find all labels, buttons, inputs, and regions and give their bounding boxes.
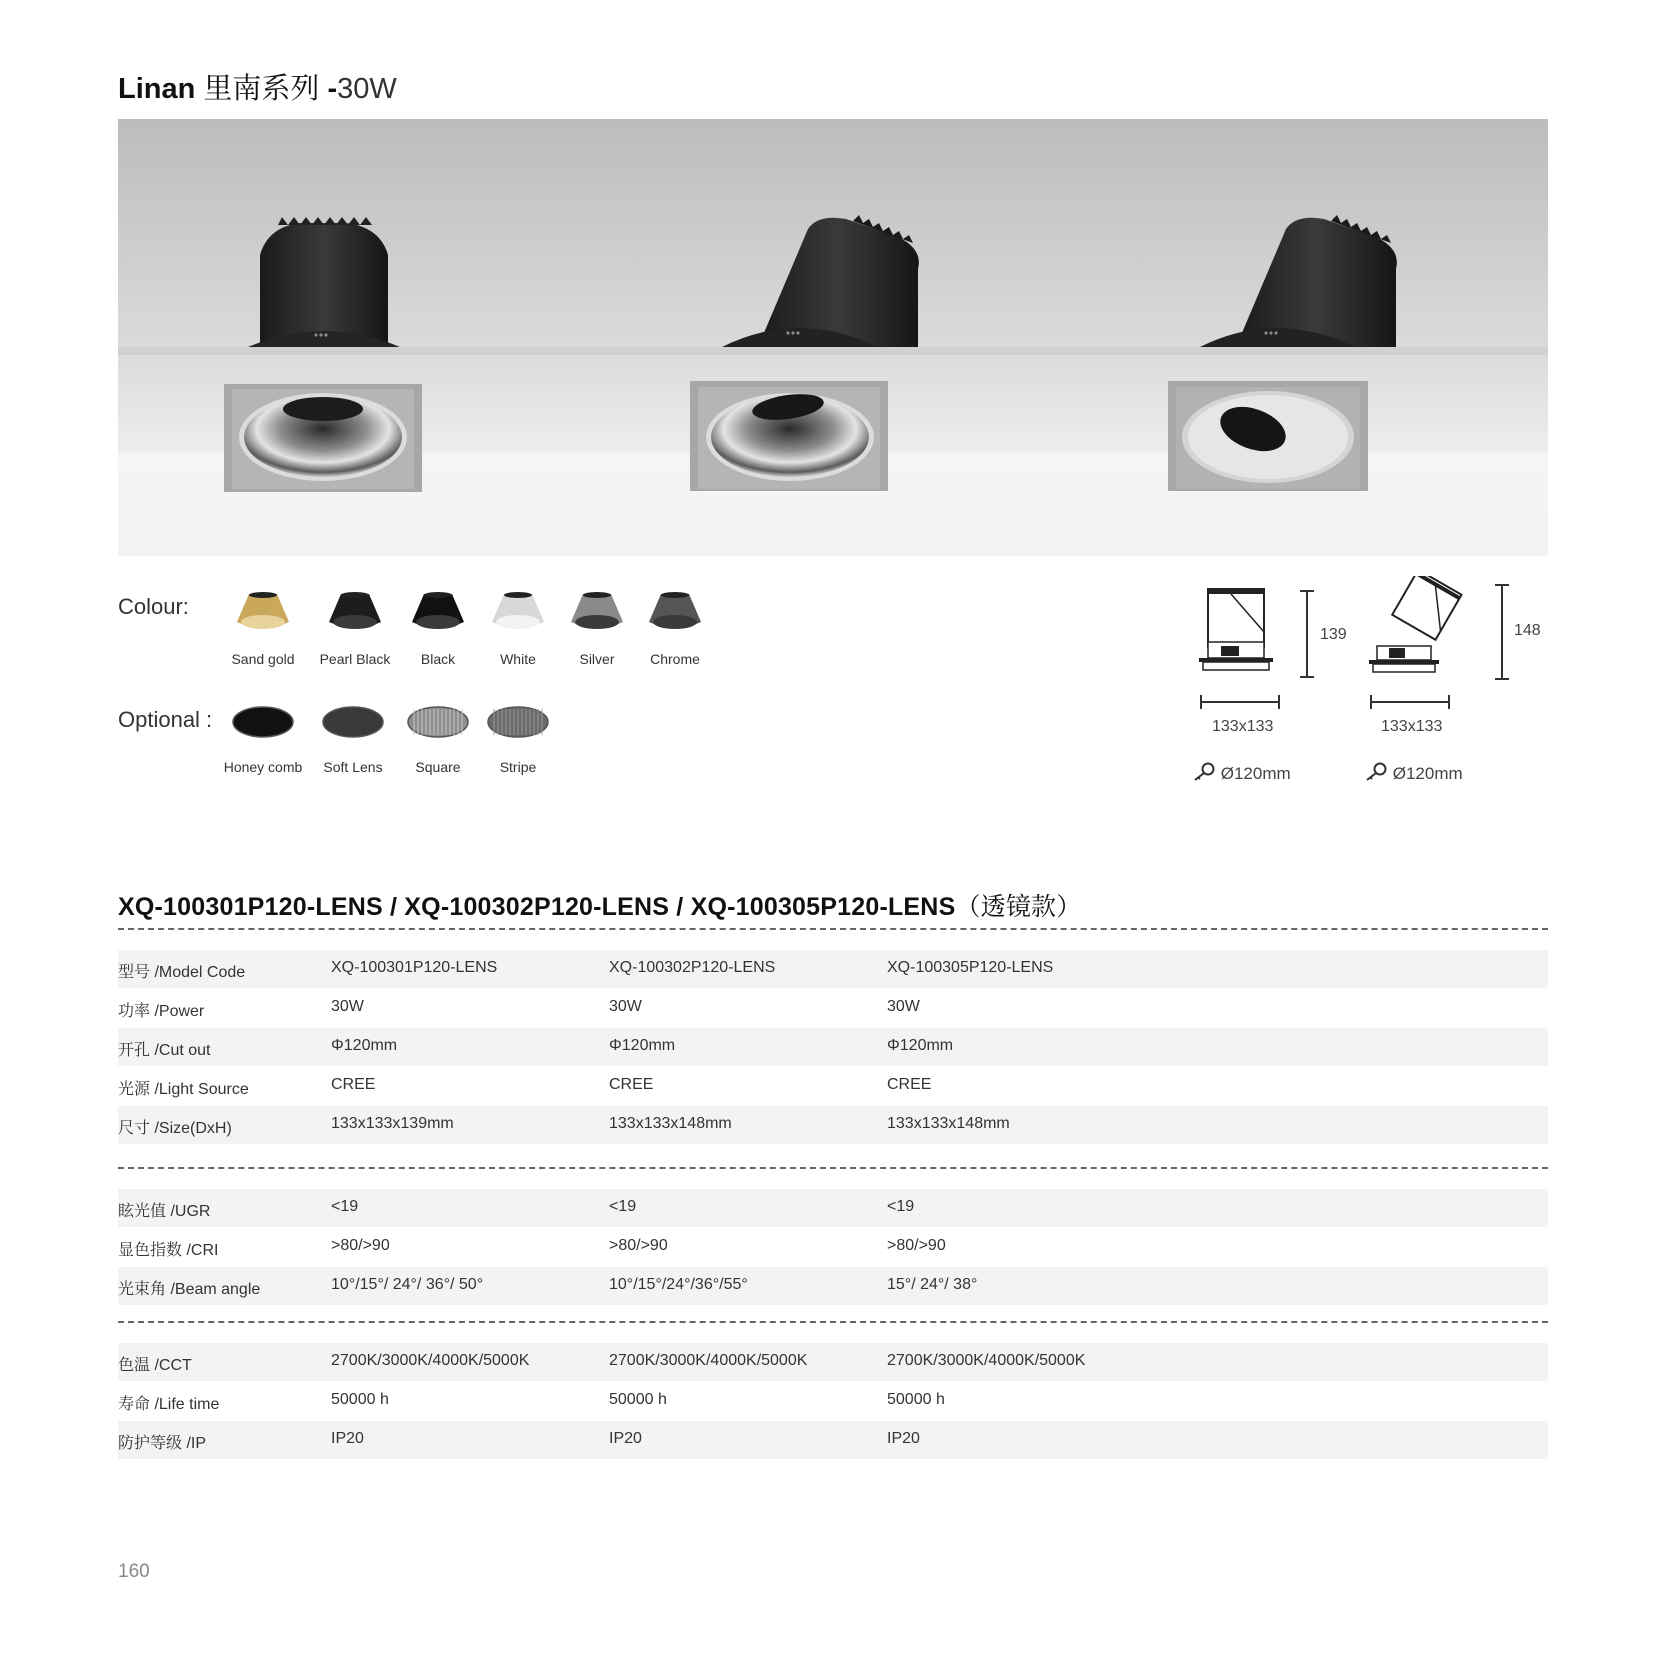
title-separator: - (327, 73, 338, 105)
spec-value: <19 (331, 1198, 359, 1215)
width-value-1: 133x133 (1212, 718, 1274, 735)
spec-key: 功率 /Power (118, 1003, 205, 1020)
spec-value: IP20 (331, 1430, 364, 1447)
spec-value: IP20 (609, 1430, 642, 1447)
spec-value: 133x133x148mm (609, 1115, 732, 1132)
colour-swatch-label: Sand gold (231, 651, 295, 667)
spec-value: 2700K/3000K/4000K/5000K (609, 1352, 808, 1369)
page-title (118, 66, 397, 107)
colour-swatch-2 (410, 590, 466, 634)
spec-value: 50000 h (887, 1391, 945, 1408)
spec-value: 15°/ 24°/ 38° (887, 1276, 978, 1293)
key-icon (1364, 762, 1388, 782)
cutout-1 (1192, 762, 1291, 784)
optional-swatch-2 (406, 704, 470, 740)
height-dimension-line-2 (1495, 584, 1509, 682)
spec-value: >80/>90 (331, 1237, 390, 1254)
product-hero-image (118, 119, 1548, 556)
dimension-drawing-2 (1365, 576, 1485, 685)
optional-swatch-1 (321, 704, 385, 740)
colour-swatch-0 (235, 590, 291, 634)
colour-swatch-5 (647, 590, 703, 634)
spec-key: 色温 /CCT (118, 1357, 192, 1374)
colour-label: Colour: (118, 594, 189, 619)
spec-value: IP20 (887, 1430, 920, 1447)
spec-row (118, 1382, 1548, 1420)
colour-swatch-1 (327, 590, 383, 634)
width-value-2: 133x133 (1381, 718, 1443, 735)
spec-value: <19 (609, 1198, 637, 1215)
cutout-value-2: Ø120mm (1392, 764, 1463, 783)
key-icon (1192, 762, 1216, 782)
height-value-1: 139 (1320, 626, 1347, 643)
spec-value: CREE (887, 1076, 932, 1093)
spec-row (118, 1067, 1548, 1105)
spec-value: Φ120mm (609, 1037, 676, 1054)
optional-swatch-label: Soft Lens (323, 759, 383, 775)
optional-swatch-label: Honey comb (223, 759, 303, 775)
spec-value: 2700K/3000K/4000K/5000K (887, 1352, 1086, 1369)
optional-swatch-3 (486, 704, 550, 740)
spec-title (118, 887, 1081, 923)
spec-title-cn: （透镜款） (955, 893, 1082, 921)
spec-key: 寿命 /Life time (118, 1396, 220, 1413)
cutout-value-1: Ø120mm (1220, 764, 1291, 783)
spec-key: 防护等级 /IP (118, 1435, 207, 1452)
height-value-2: 148 (1514, 622, 1541, 639)
spec-key: 光源 /Light Source (118, 1081, 249, 1098)
colour-swatch-label: Black (420, 651, 456, 667)
spec-value: 50000 h (609, 1391, 667, 1408)
title-series: Linan (118, 73, 196, 105)
spec-row (118, 1267, 1548, 1305)
spec-value: CREE (609, 1076, 654, 1093)
spec-key: 显色指数 /CRI (118, 1242, 219, 1259)
spec-key: 光束角 /Beam angle (118, 1281, 261, 1298)
title-power: 30W (337, 73, 397, 105)
width-dimension-line-1 (1200, 695, 1280, 709)
colour-swatch-label: Silver (579, 651, 615, 667)
spec-value: 2700K/3000K/4000K/5000K (331, 1352, 530, 1369)
colour-swatch-3 (490, 590, 546, 634)
spec-row (118, 989, 1548, 1027)
spec-value: XQ-100301P120-LENS (331, 959, 498, 976)
section-divider (118, 1321, 1548, 1323)
spec-value: Φ120mm (887, 1037, 954, 1054)
spec-value: <19 (887, 1198, 915, 1215)
spec-key: 眩光值 /UGR (118, 1203, 211, 1220)
optional-label: Optional : (118, 707, 213, 732)
spec-row (118, 1106, 1548, 1144)
page-number: 160 (118, 1561, 150, 1582)
spec-value: 133x133x148mm (887, 1115, 1010, 1132)
spec-row (118, 1421, 1548, 1459)
optional-swatch-label: Square (415, 759, 461, 775)
spec-value: 10°/15°/24°/36°/55° (609, 1276, 748, 1293)
spec-key: 型号 /Model Code (118, 964, 246, 981)
spec-title-models: XQ-100301P120-LENS / XQ-100302P120-LENS / XQ-100305P120-LENS (118, 893, 956, 921)
colour-swatch-label: White (500, 651, 536, 667)
section-divider (118, 928, 1548, 930)
spec-value: 10°/15°/ 24°/ 36°/ 50° (331, 1276, 484, 1293)
spec-key: 尺寸 /Size(DxH) (118, 1120, 232, 1137)
spec-value: 30W (331, 998, 364, 1015)
spec-row (118, 1189, 1548, 1227)
spec-row (118, 1343, 1548, 1381)
spec-value: >80/>90 (609, 1237, 668, 1254)
spec-key: 开孔 /Cut out (118, 1042, 211, 1059)
colour-swatch-label: Pearl Black (319, 651, 391, 667)
spec-value: 30W (887, 998, 920, 1015)
title-cn: 里南系列 (203, 73, 320, 105)
spec-value: >80/>90 (887, 1237, 946, 1254)
spec-value: CREE (331, 1076, 376, 1093)
spec-row (118, 1028, 1548, 1066)
cutout-2 (1364, 762, 1463, 784)
spec-value: 133x133x139mm (331, 1115, 454, 1132)
section-divider (118, 1167, 1548, 1169)
optional-swatch-0 (231, 704, 295, 740)
spec-value: 30W (609, 998, 642, 1015)
spec-value: XQ-100305P120-LENS (887, 959, 1054, 976)
spec-row (118, 950, 1548, 988)
spec-value: Φ120mm (331, 1037, 398, 1054)
spec-row (118, 1228, 1548, 1266)
optional-swatch-label: Stripe (499, 759, 537, 775)
colour-swatch-4 (569, 590, 625, 634)
spec-value: 50000 h (331, 1391, 389, 1408)
width-dimension-line-2 (1370, 695, 1450, 709)
height-dimension-line-1 (1300, 590, 1314, 680)
spec-value: XQ-100302P120-LENS (609, 959, 776, 976)
colour-swatch-label: Chrome (650, 651, 700, 667)
